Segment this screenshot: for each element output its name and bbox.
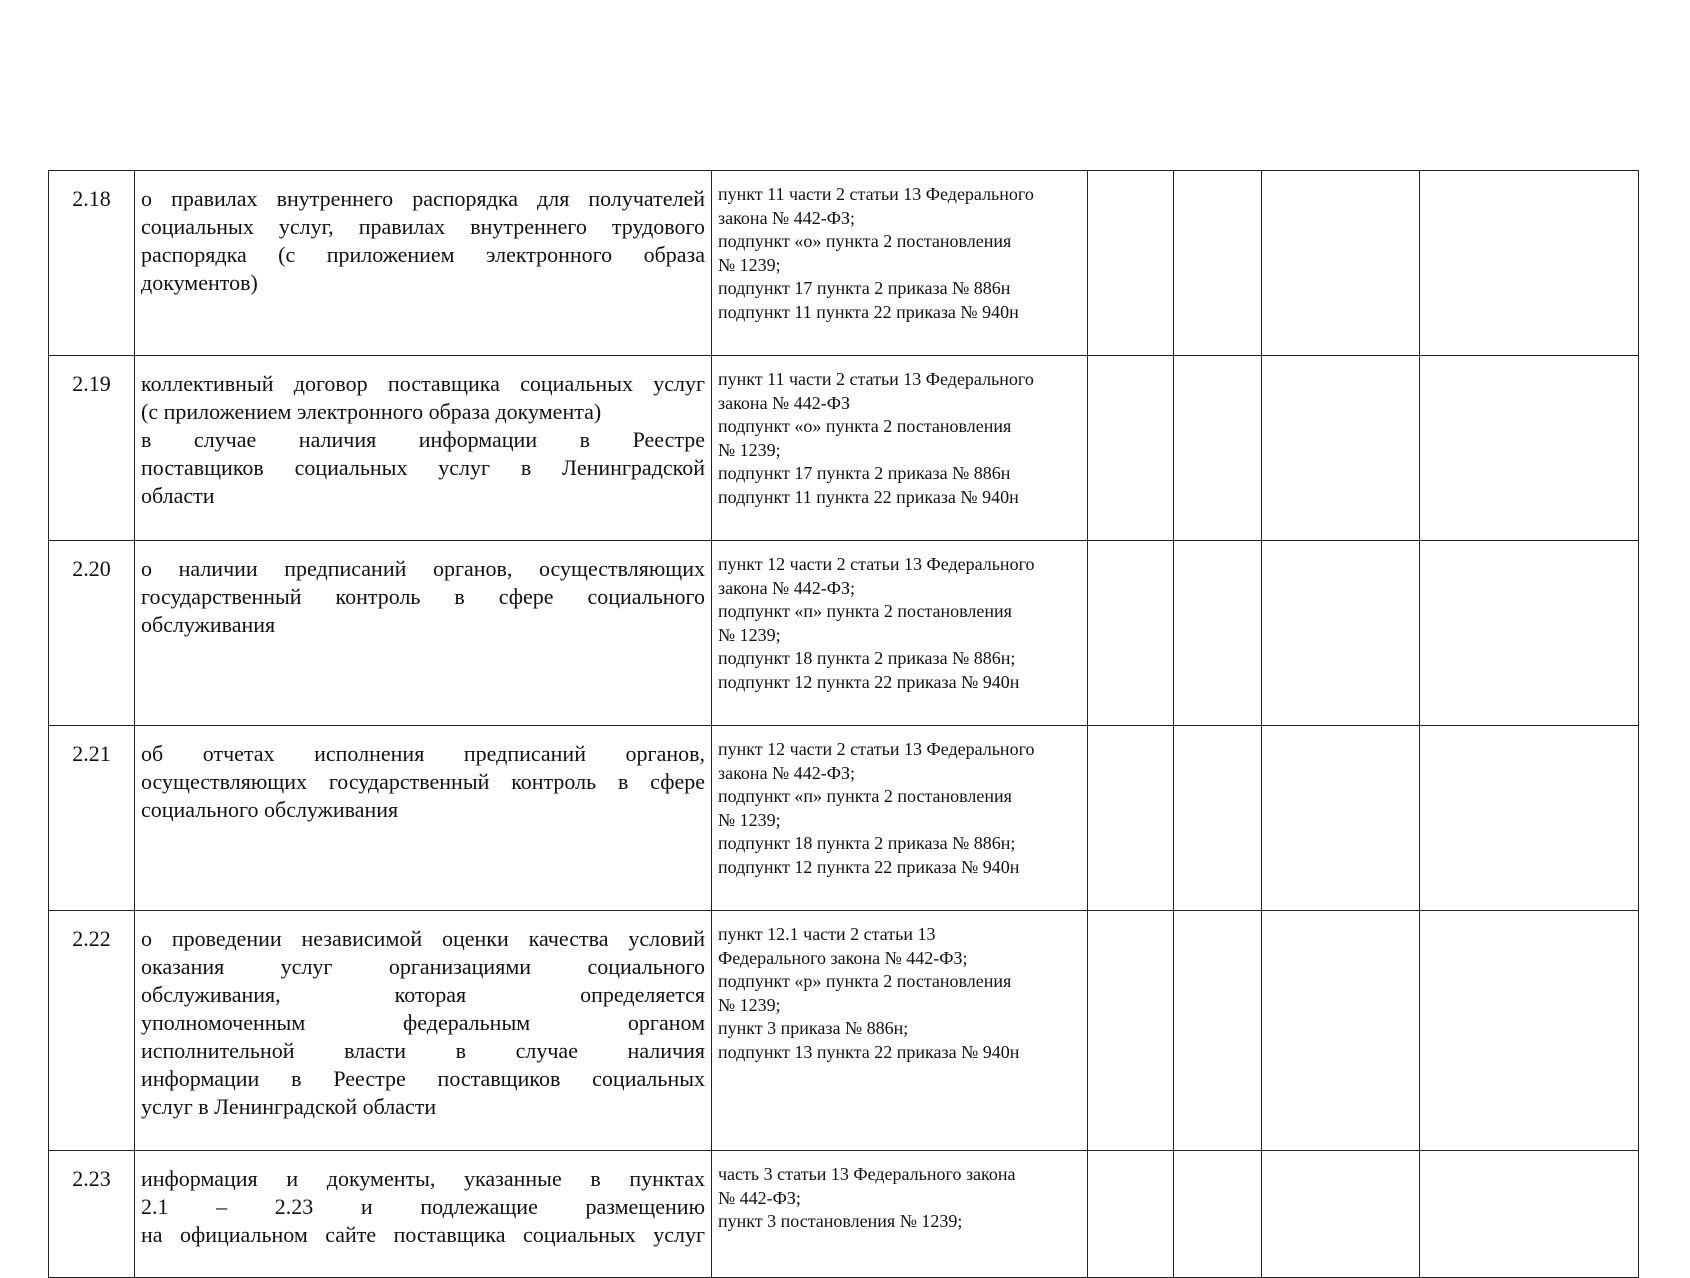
legal-basis-line: подпункт 17 пункта 2 приказа № 886н <box>718 463 1011 483</box>
description-line: о наличии предписаний органов, осуществляющих <box>141 556 705 581</box>
row-legal-basis <box>712 1151 1088 1278</box>
legal-basis-line: закона № 442-ФЗ; <box>718 207 855 228</box>
description-line: информации в Реестре поставщиков социальных <box>141 1066 705 1091</box>
legal-basis-line: пункт 11 части 2 статьи 13 Федерального <box>718 369 1034 389</box>
description-line: (с приложением электронного образа документа) <box>141 399 602 424</box>
empty-cell <box>1088 171 1174 356</box>
empty-cell <box>1262 356 1420 541</box>
description-line: государственный контроль в сфере социального <box>141 584 705 609</box>
description-line: обслуживания <box>141 612 276 637</box>
description-line: области <box>141 483 215 508</box>
row-number: 2.23 <box>49 1151 135 1278</box>
legal-basis-line: № 1239; <box>718 809 781 830</box>
legal-basis-line: № 1239; <box>718 624 781 645</box>
legal-basis-line: подпункт «о» пункта 2 постановления <box>718 231 1012 251</box>
legal-basis-line: пункт 12 части 2 статьи 13 Федерального <box>718 554 1035 574</box>
description-line: услуг в Ленинградской области <box>141 1094 437 1119</box>
empty-cell <box>1174 911 1262 1151</box>
row-description <box>135 356 712 541</box>
description-line: социального обслуживания <box>141 797 399 822</box>
legal-basis-line: подпункт 11 пункта 22 приказа № 940н <box>718 301 1019 322</box>
legal-basis-line: пункт 12.1 части 2 статьи 13 <box>718 924 936 944</box>
legal-basis-line: часть 3 статьи 13 Федерального закона <box>718 1164 1016 1184</box>
legal-basis-line: подпункт «о» пункта 2 постановления <box>718 416 1012 436</box>
empty-cell <box>1088 541 1174 726</box>
table-row <box>49 541 1639 726</box>
empty-cell <box>1420 911 1639 1151</box>
description-line: 2.1 – 2.23 и подлежащие размещению <box>141 1194 705 1219</box>
legal-basis-line: подпункт 11 пункта 22 приказа № 940н <box>718 486 1019 507</box>
table-row <box>49 356 1639 541</box>
description-line: уполномоченным федеральным органом <box>141 1010 705 1035</box>
row-number: 2.19 <box>49 356 135 541</box>
description-line: о правилах внутреннего распорядка для получателей <box>141 186 705 211</box>
description-line: об отчетах исполнения предписаний органов, <box>141 741 705 766</box>
row-legal-basis <box>712 171 1088 356</box>
row-legal-basis <box>712 541 1088 726</box>
table-row <box>49 726 1639 911</box>
description-line: в случае наличия информации в Реестре <box>141 427 705 452</box>
empty-cell <box>1088 356 1174 541</box>
description-line: на официальном сайте поставщика социальных услуг <box>141 1222 705 1247</box>
description-line: о проведении независимой оценки качества условий <box>141 926 705 951</box>
legal-basis-line: пункт 3 постановления № 1239; <box>718 1211 963 1231</box>
empty-cell <box>1174 726 1262 911</box>
empty-cell <box>1262 1151 1420 1278</box>
row-description <box>135 1151 712 1278</box>
empty-cell <box>1262 171 1420 356</box>
empty-cell <box>1420 356 1639 541</box>
row-description <box>135 171 712 356</box>
empty-cell <box>1420 1151 1639 1278</box>
empty-cell <box>1174 1151 1262 1278</box>
legal-basis-line: подпункт 18 пункта 2 приказа № 886н; <box>718 648 1016 668</box>
empty-cell <box>1088 726 1174 911</box>
row-legal-basis <box>712 726 1088 911</box>
table-row <box>49 911 1639 1151</box>
empty-cell <box>1420 171 1639 356</box>
requirements-table <box>48 170 1639 1278</box>
description-line: исполнительной власти в случае наличия <box>141 1038 705 1063</box>
empty-cell <box>1262 911 1420 1151</box>
legal-basis-line: пункт 12 части 2 статьи 13 Федерального <box>718 739 1035 759</box>
description-line: коллективный договор поставщика социальных услуг <box>141 371 705 396</box>
table-row <box>49 1151 1639 1278</box>
legal-basis-line: пункт 3 приказа № 886н; <box>718 1018 909 1038</box>
empty-cell <box>1420 726 1639 911</box>
legal-basis-line: закона № 442-ФЗ; <box>718 577 855 598</box>
row-number: 2.22 <box>49 911 135 1151</box>
legal-basis-line: подпункт «п» пункта 2 постановления <box>718 601 1012 621</box>
empty-cell <box>1088 911 1174 1151</box>
legal-basis-line: № 1239; <box>718 439 781 460</box>
legal-basis-line: Федерального закона № 442-ФЗ; <box>718 947 968 968</box>
description-line: информация и документы, указанные в пунктах <box>141 1166 705 1191</box>
empty-cell <box>1088 1151 1174 1278</box>
row-description <box>135 541 712 726</box>
row-number: 2.20 <box>49 541 135 726</box>
legal-basis-line: № 1239; <box>718 254 781 275</box>
legal-basis-line: закона № 442-ФЗ <box>718 392 850 413</box>
description-line: обслуживания, которая определяется <box>141 982 705 1007</box>
legal-basis-line: подпункт 12 пункта 22 приказа № 940н <box>718 856 1020 877</box>
description-line: поставщиков социальных услуг в Ленинградской <box>141 455 705 480</box>
description-line: распорядка (с приложением электронного образа <box>141 242 705 267</box>
description-line: осуществляющих государственный контроль в сфере <box>141 769 705 794</box>
description-line: оказания услуг организациями социального <box>141 954 705 979</box>
legal-basis-line: подпункт 17 пункта 2 приказа № 886н <box>718 278 1011 298</box>
row-legal-basis <box>712 911 1088 1151</box>
empty-cell <box>1420 541 1639 726</box>
legal-basis-line: подпункт 13 пункта 22 приказа № 940н <box>718 1041 1020 1062</box>
legal-basis-line: подпункт 12 пункта 22 приказа № 940н <box>718 671 1020 692</box>
legal-basis-line: закона № 442-ФЗ; <box>718 762 855 783</box>
empty-cell <box>1174 541 1262 726</box>
empty-cell <box>1262 541 1420 726</box>
table-row <box>49 171 1639 356</box>
legal-basis-line: № 1239; <box>718 994 781 1015</box>
table-body <box>49 171 1639 1278</box>
empty-cell <box>1262 726 1420 911</box>
description-line: документов) <box>141 270 258 295</box>
legal-basis-line: пункт 11 части 2 статьи 13 Федерального <box>718 184 1034 204</box>
row-description <box>135 726 712 911</box>
legal-basis-line: № 442-ФЗ; <box>718 1187 801 1208</box>
empty-cell <box>1174 356 1262 541</box>
row-number: 2.18 <box>49 171 135 356</box>
legal-basis-line: подпункт «п» пункта 2 постановления <box>718 786 1012 806</box>
description-line: социальных услуг, правилах внутреннего трудового <box>141 214 705 239</box>
empty-cell <box>1174 171 1262 356</box>
legal-basis-line: подпункт «р» пункта 2 постановления <box>718 971 1012 991</box>
row-number: 2.21 <box>49 726 135 911</box>
row-legal-basis <box>712 356 1088 541</box>
row-description <box>135 911 712 1151</box>
legal-basis-line: подпункт 18 пункта 2 приказа № 886н; <box>718 833 1016 853</box>
